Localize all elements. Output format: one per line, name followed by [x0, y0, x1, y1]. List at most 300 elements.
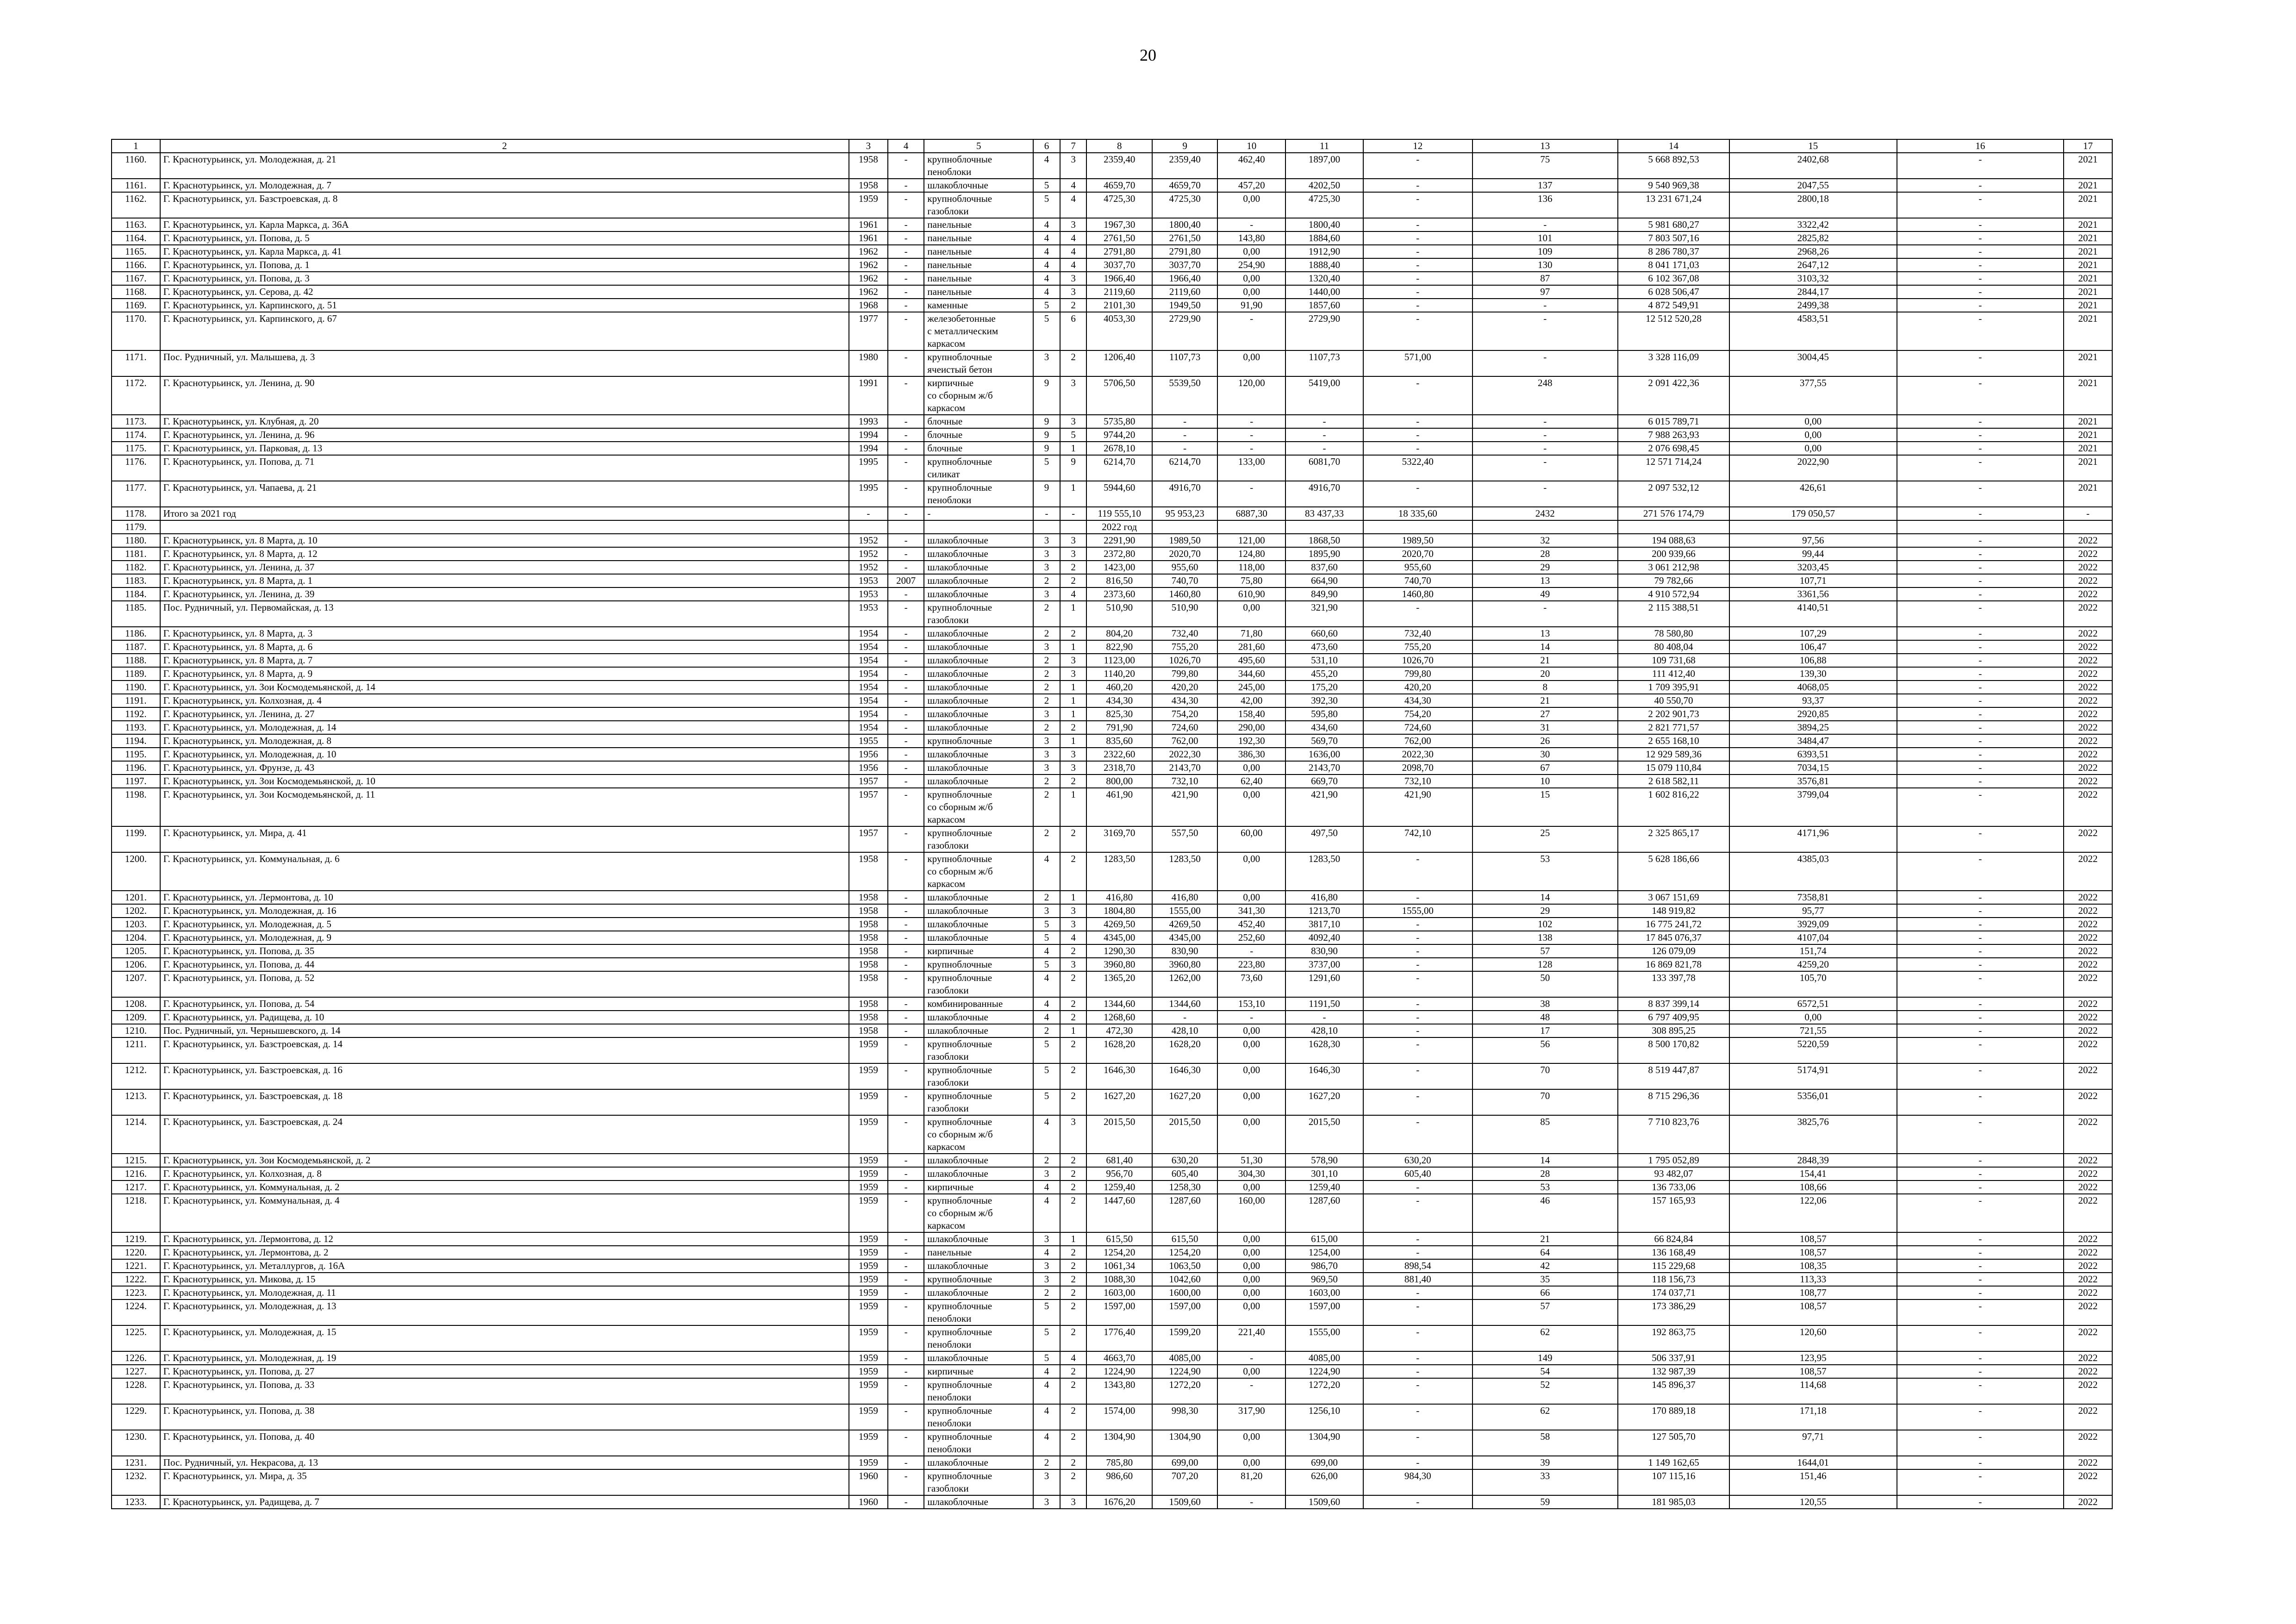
table-cell: 1959 — [849, 1378, 888, 1404]
table-cell: 2022 — [2064, 1404, 2112, 1430]
table-cell: 0,00 — [1217, 192, 1285, 218]
table-cell: - — [1472, 350, 1618, 376]
table-cell: 2 325 865,17 — [1618, 826, 1729, 852]
table-cell: 21 — [1472, 694, 1618, 707]
table-cell: 1283,50 — [1086, 852, 1152, 891]
table-cell: железобетонные с металлическим каркасом — [924, 312, 1033, 350]
table-cell: блочные — [924, 415, 1033, 428]
table-cell: - — [1363, 1115, 1472, 1154]
table-cell: 1256,10 — [1285, 1404, 1363, 1430]
table-cell: 3 — [1060, 904, 1087, 918]
table-cell: 16 869 821,78 — [1618, 958, 1729, 971]
table-cell: - — [1217, 1351, 1285, 1365]
page-number: 20 — [1140, 46, 1156, 64]
table-cell: 130 — [1472, 258, 1618, 272]
table-cell: 108,77 — [1729, 1286, 1897, 1299]
table-cell: Г. Краснотурьинск, ул. Базстроевская, д. 8 — [160, 192, 849, 218]
table-cell: 2825,82 — [1729, 231, 1897, 245]
table-cell: 7358,81 — [1729, 891, 1897, 904]
table-cell: 732,40 — [1363, 627, 1472, 640]
table-cell: 3894,25 — [1729, 721, 1897, 734]
table-cell: 0,00 — [1217, 1456, 1285, 1469]
table-cell: 1170. — [112, 312, 160, 350]
table-cell: Г. Краснотурьинск, ул. Зои Космодемьянской, д. 14 — [160, 681, 849, 694]
table-cell: 52 — [1472, 1378, 1618, 1404]
table-cell: - — [1217, 1011, 1285, 1024]
table-cell: 2021 — [2064, 428, 2112, 442]
table-cell: крупноблочные пеноблоки — [924, 1325, 1033, 1351]
table-cell: 1 — [1060, 481, 1087, 507]
table-cell: 128 — [1472, 958, 1618, 971]
table-cell: - — [1897, 574, 2064, 587]
table-cell: 426,61 — [1729, 481, 1897, 507]
table-row — [112, 1430, 2112, 1456]
table-cell: 38 — [1472, 997, 1618, 1011]
table-cell: шлакоблочные — [924, 1351, 1033, 1365]
table-cell: 3 — [1033, 350, 1060, 376]
table-cell: 1283,50 — [1152, 852, 1217, 891]
table-cell: 531,10 — [1285, 654, 1363, 667]
table-cell: - — [1363, 1286, 1472, 1299]
table-cell: 998,30 — [1152, 1404, 1217, 1430]
table-cell: - — [888, 1365, 924, 1378]
table-cell: 2119,60 — [1152, 285, 1217, 299]
table-row — [112, 1378, 2112, 1404]
table-cell: 3 — [1060, 153, 1087, 179]
table-cell: кирпичные — [924, 1181, 1033, 1194]
table-cell: шлакоблочные — [924, 640, 1033, 654]
table-cell: шлакоблочные — [924, 694, 1033, 707]
table-cell: 1169. — [112, 299, 160, 312]
table-cell: 1233. — [112, 1495, 160, 1509]
table-cell: 434,60 — [1285, 721, 1363, 734]
table-cell: - — [888, 761, 924, 775]
table-cell: - — [1897, 1089, 2064, 1115]
table-cell: 3 — [1060, 654, 1087, 667]
table-cell: 1224,90 — [1086, 1365, 1152, 1378]
table-cell: Г. Краснотурьинск, ул. Молодежная, д. 10 — [160, 748, 849, 761]
table-cell: - — [924, 507, 1033, 520]
table-cell: 724,60 — [1152, 721, 1217, 734]
table-cell: - — [1363, 231, 1472, 245]
table-cell: - — [888, 826, 924, 852]
table-cell: 9 — [1033, 442, 1060, 455]
table-cell: 3 — [1060, 667, 1087, 681]
table-cell: - — [1897, 640, 2064, 654]
column-number-cell: 6 — [1033, 139, 1060, 153]
table-cell: 5 — [1033, 958, 1060, 971]
table-cell: 681,40 — [1086, 1154, 1152, 1167]
table-cell: 1258,30 — [1152, 1181, 1217, 1194]
table-cell: 4 — [1033, 258, 1060, 272]
table-cell: 1959 — [849, 1181, 888, 1194]
table-cell: 14 — [1472, 891, 1618, 904]
table-cell: 1088,30 — [1086, 1273, 1152, 1286]
table-cell: 2022 — [2064, 601, 2112, 627]
table-cell: 5 — [1033, 1037, 1060, 1063]
table-cell: 115 229,68 — [1618, 1259, 1729, 1273]
table-cell: 2 — [1060, 1246, 1087, 1259]
table-cell: 3 — [1060, 1115, 1087, 1154]
table-cell: 1212. — [112, 1063, 160, 1089]
table-cell: 4 — [1033, 1181, 1060, 1194]
table-cell: 13 — [1472, 574, 1618, 587]
table-cell: - — [888, 775, 924, 788]
table-cell: - — [1897, 1154, 2064, 1167]
table-cell: 4725,30 — [1086, 192, 1152, 218]
table-cell: 154,41 — [1729, 1167, 1897, 1181]
table-cell: 1804,80 — [1086, 904, 1152, 918]
table-cell: 2 — [1060, 1011, 1087, 1024]
table-cell: 2021 — [2064, 442, 2112, 455]
table-cell: - — [1363, 1495, 1472, 1509]
table-cell: - — [888, 1154, 924, 1167]
table-cell: 707,20 — [1152, 1469, 1217, 1495]
table-cell: 428,10 — [1152, 1024, 1217, 1037]
table-cell: 8 286 780,37 — [1618, 245, 1729, 258]
table-cell: 4 — [1060, 192, 1087, 218]
table-cell: 1627,20 — [1086, 1089, 1152, 1115]
table-cell: 2359,40 — [1086, 153, 1152, 179]
table-cell: - — [1217, 1378, 1285, 1404]
table-cell: 1636,00 — [1285, 748, 1363, 761]
table-cell: - — [1897, 561, 2064, 574]
table-cell: 6 015 789,71 — [1618, 415, 1729, 428]
table-cell: 108,57 — [1729, 1365, 1897, 1378]
table-cell: 3103,32 — [1729, 272, 1897, 285]
column-number-cell: 17 — [2064, 139, 2112, 153]
table-cell: - — [1363, 376, 1472, 415]
table-cell: 5 981 680,27 — [1618, 218, 1729, 231]
table-cell: 1995 — [849, 455, 888, 481]
table-cell: Г. Краснотурьинск, ул. Мира, д. 35 — [160, 1469, 849, 1495]
table-cell: 21 — [1472, 1232, 1618, 1246]
table-cell: 2022 — [2064, 667, 2112, 681]
table-cell: 2021 — [2064, 179, 2112, 192]
table-cell: крупноблочные газоблоки — [924, 1063, 1033, 1089]
table-cell: 1509,60 — [1152, 1495, 1217, 1509]
table-cell: 1958 — [849, 852, 888, 891]
table-cell: 4 — [1060, 231, 1087, 245]
table-cell: 510,90 — [1086, 601, 1152, 627]
table-cell: - — [1897, 1378, 2064, 1404]
table-cell: - — [1897, 442, 2064, 455]
empty-cell — [1285, 520, 1363, 534]
table-cell: 1220. — [112, 1246, 160, 1259]
table-cell: 1959 — [849, 1365, 888, 1378]
table-cell: 4 — [1033, 1365, 1060, 1378]
table-cell: 569,70 — [1285, 734, 1363, 748]
table-cell: - — [888, 272, 924, 285]
table-row — [112, 1469, 2112, 1495]
table-cell: - — [1363, 299, 1472, 312]
table-cell: 3361,56 — [1729, 587, 1897, 601]
table-cell: 3 — [1033, 1167, 1060, 1181]
table-cell: 200 939,66 — [1618, 547, 1729, 561]
table-cell: 699,00 — [1285, 1456, 1363, 1469]
table-cell: - — [1363, 1365, 1472, 1378]
table-row — [112, 218, 2112, 231]
table-cell: 1961 — [849, 218, 888, 231]
table-cell: каменные — [924, 299, 1033, 312]
table-cell: 2 — [1033, 574, 1060, 587]
table-cell: 1994 — [849, 428, 888, 442]
table-cell: 377,55 — [1729, 376, 1897, 415]
table-cell: 1230. — [112, 1430, 160, 1456]
table-cell: - — [1897, 826, 2064, 852]
table-cell: 1954 — [849, 667, 888, 681]
table-cell: - — [888, 707, 924, 721]
table-cell: 1959 — [849, 1430, 888, 1456]
table-cell: 5944,60 — [1086, 481, 1152, 507]
table-cell: - — [888, 587, 924, 601]
table-cell: 1597,00 — [1086, 1299, 1152, 1325]
table-cell: 4171,96 — [1729, 826, 1897, 852]
table-cell: 4 — [1060, 245, 1087, 258]
table-cell: - — [1217, 428, 1285, 442]
table-cell: 5356,01 — [1729, 1089, 1897, 1115]
table-cell: 2 — [1060, 826, 1087, 852]
table-cell: Г. Краснотурьинск, ул. Попова, д. 27 — [160, 1365, 849, 1378]
table-cell: 1 — [1060, 1232, 1087, 1246]
table-cell: 1176. — [112, 455, 160, 481]
table-cell: - — [1363, 258, 1472, 272]
table-cell: 2 — [1060, 1089, 1087, 1115]
table-cell: 0,00 — [1217, 1273, 1285, 1286]
table-cell: 800,00 — [1086, 775, 1152, 788]
table-cell: 17 — [1472, 1024, 1618, 1037]
table-cell: 837,60 — [1285, 561, 1363, 574]
table-cell: 136 733,06 — [1618, 1181, 1729, 1194]
table-cell: крупноблочные пеноблоки — [924, 481, 1033, 507]
table-cell: крупноблочные газоблоки — [924, 1089, 1033, 1115]
table-cell: 0,00 — [1217, 852, 1285, 891]
table-cell: - — [1897, 694, 2064, 707]
table-cell: 1304,90 — [1285, 1430, 1363, 1456]
table-cell: 4 — [1033, 285, 1060, 299]
table-row — [112, 299, 2112, 312]
table-cell: 1961 — [849, 231, 888, 245]
table-cell: 4659,70 — [1152, 179, 1217, 192]
table-cell: 4 — [1060, 179, 1087, 192]
table-cell: - — [1363, 1232, 1472, 1246]
table-cell: 1959 — [849, 1286, 888, 1299]
table-cell: Пос. Рудничный, ул. Чернышевского, д. 14 — [160, 1024, 849, 1037]
table-cell: 93,37 — [1729, 694, 1897, 707]
table-cell: 28 — [1472, 1167, 1618, 1181]
table-cell: 3 — [1033, 534, 1060, 547]
table-cell: крупноблочные — [924, 1273, 1033, 1286]
table-cell: 1884,60 — [1285, 231, 1363, 245]
table-row — [112, 931, 2112, 944]
table-cell: 1956 — [849, 748, 888, 761]
table-cell: 2022 — [2064, 1011, 2112, 1024]
table-cell: 5322,40 — [1363, 455, 1472, 481]
table-cell: - — [1060, 507, 1087, 520]
table-cell: 1 — [1060, 694, 1087, 707]
table-cell: - — [1897, 681, 2064, 694]
table-cell: Г. Краснотурьинск, ул. Чапаева, д. 21 — [160, 481, 849, 507]
table-cell: 78 580,80 — [1618, 627, 1729, 640]
table-cell: 3 — [1060, 1495, 1087, 1509]
table-cell: 107,71 — [1729, 574, 1897, 587]
table-cell: Г. Краснотурьинск, ул. Молодежная, д. 19 — [160, 1351, 849, 1365]
table-cell: 2 — [1060, 1181, 1087, 1194]
table-cell: 53 — [1472, 852, 1618, 891]
table-cell: 139,30 — [1729, 667, 1897, 681]
table-cell: 2022 — [2064, 1194, 2112, 1232]
table-row — [112, 748, 2112, 761]
table-cell: Г. Краснотурьинск, ул. Коммунальная, д. 2 — [160, 1181, 849, 1194]
table-cell: 1897,00 — [1285, 153, 1363, 179]
table-cell: 4 — [1033, 153, 1060, 179]
table-cell: Г. Краснотурьинск, ул. Молодежная, д. 7 — [160, 179, 849, 192]
table-cell: 1221. — [112, 1259, 160, 1273]
table-cell: - — [888, 681, 924, 694]
table-cell: 472,30 — [1086, 1024, 1152, 1037]
table-cell: 0,00 — [1729, 1011, 1897, 1024]
table-cell: Г. Краснотурьинск, ул. Микова, д. 15 — [160, 1273, 849, 1286]
table-cell: 455,20 — [1285, 667, 1363, 681]
table-cell: крупноблочные пеноблоки — [924, 1299, 1033, 1325]
table-cell: Г. Краснотурьинск, ул. Молодежная, д. 16 — [160, 904, 849, 918]
table-cell: - — [888, 1469, 924, 1495]
table-cell: 290,00 — [1217, 721, 1285, 734]
table-cell: 5 — [1060, 428, 1087, 442]
table-cell: 825,30 — [1086, 707, 1152, 721]
table-cell: 2022 — [2064, 1167, 2112, 1181]
table-cell: 8 519 447,87 — [1618, 1063, 1729, 1089]
table-cell: 4725,30 — [1152, 192, 1217, 218]
table-cell: 416,80 — [1152, 891, 1217, 904]
empty-cell — [1152, 520, 1217, 534]
table-cell: Итого за 2021 год — [160, 507, 849, 520]
table-cell: 1953 — [849, 601, 888, 627]
table-cell: - — [1897, 481, 2064, 507]
table-cell: 2022 — [2064, 944, 2112, 958]
table-cell: - — [1363, 997, 1472, 1011]
table-cell: - — [1363, 944, 1472, 958]
table-cell: 1164. — [112, 231, 160, 245]
table-cell: 0,00 — [1217, 761, 1285, 775]
column-number-cell: 13 — [1472, 139, 1618, 153]
table-row — [112, 1194, 2112, 1232]
table-cell: 2 — [1060, 944, 1087, 958]
table-cell: 1600,00 — [1152, 1286, 1217, 1299]
table-cell: 12 512 520,28 — [1618, 312, 1729, 350]
table-cell: 615,00 — [1285, 1232, 1363, 1246]
table-cell: 4 — [1033, 944, 1060, 958]
table-cell: 721,55 — [1729, 1024, 1897, 1037]
table-cell: - — [888, 258, 924, 272]
table-cell: 2022 — [2064, 958, 2112, 971]
table-cell: 506 337,91 — [1618, 1351, 1729, 1365]
table-cell: 2021 — [2064, 258, 2112, 272]
table-cell: - — [1363, 931, 1472, 944]
table-cell: 1958 — [849, 153, 888, 179]
table-cell: 4 — [1033, 272, 1060, 285]
table-cell: 2022 — [2064, 788, 2112, 826]
table-cell: 1555,00 — [1285, 1325, 1363, 1351]
table-cell: шлакоблочные — [924, 1167, 1033, 1181]
table-cell: - — [888, 507, 924, 520]
table-cell: 2022 — [2064, 1024, 2112, 1037]
table-cell: Г. Краснотурьинск, ул. Молодежная, д. 9 — [160, 931, 849, 944]
table-cell: 27 — [1472, 707, 1618, 721]
table-row — [112, 1325, 2112, 1351]
table-cell: 2 — [1033, 681, 1060, 694]
table-cell: 6572,51 — [1729, 997, 1897, 1011]
table-cell: - — [1363, 958, 1472, 971]
table-cell: - — [1897, 350, 2064, 376]
table-cell: 0,00 — [1217, 1115, 1285, 1154]
table-cell: - — [888, 904, 924, 918]
table-cell: 1952 — [849, 547, 888, 561]
table-cell: 1344,60 — [1152, 997, 1217, 1011]
table-cell: - — [888, 788, 924, 826]
table-cell: Г. Краснотурьинск, ул. Базстроевская, д. 16 — [160, 1063, 849, 1089]
table-cell: 59 — [1472, 1495, 1618, 1509]
table-cell: 4 — [1060, 258, 1087, 272]
table-cell: 4085,00 — [1152, 1351, 1217, 1365]
table-row — [112, 285, 2112, 299]
table-cell: 1219. — [112, 1232, 160, 1246]
table-cell: 669,70 — [1285, 775, 1363, 788]
table-cell: шлакоблочные — [924, 1286, 1033, 1299]
table-cell: 595,80 — [1285, 707, 1363, 721]
table-cell: 91,90 — [1217, 299, 1285, 312]
table-cell: блочные — [924, 442, 1033, 455]
table-cell: - — [1285, 442, 1363, 455]
table-cell: 822,90 — [1086, 640, 1152, 654]
table-cell: шлакоблочные — [924, 1011, 1033, 1024]
table-cell: 2920,85 — [1729, 707, 1897, 721]
table-cell: 102 — [1472, 918, 1618, 931]
table-cell: 2372,80 — [1086, 547, 1152, 561]
table-cell: шлакоблочные — [924, 891, 1033, 904]
table-cell: 1977 — [849, 312, 888, 350]
table-cell: 1800,40 — [1285, 218, 1363, 231]
table-cell: 15 — [1472, 788, 1618, 826]
table-cell: 2791,80 — [1086, 245, 1152, 258]
table-cell: 143,80 — [1217, 231, 1285, 245]
table-cell: 1959 — [849, 1299, 888, 1325]
table-cell: - — [888, 547, 924, 561]
table-cell: 2 — [1060, 1167, 1087, 1181]
table-cell: 2022 — [2064, 561, 2112, 574]
table-cell: 2022 — [2064, 681, 2112, 694]
table-cell: 1168. — [112, 285, 160, 299]
table-cell: Г. Краснотурьинск, ул. Радищева, д. 10 — [160, 1011, 849, 1024]
table-cell: 755,20 — [1152, 640, 1217, 654]
table-cell: 1189. — [112, 667, 160, 681]
table-cell: - — [1363, 891, 1472, 904]
table-cell: крупноблочные газоблоки — [924, 601, 1033, 627]
table-cell: - — [1363, 415, 1472, 428]
table-cell: - — [888, 1273, 924, 1286]
table-row — [112, 997, 2112, 1011]
table-cell: 2022 — [2064, 775, 2112, 788]
table-cell: 1995 — [849, 481, 888, 507]
table-cell: 2359,40 — [1152, 153, 1217, 179]
table-cell: 1272,20 — [1285, 1378, 1363, 1404]
table-cell: 2729,90 — [1285, 312, 1363, 350]
table-cell: 151,46 — [1729, 1469, 1897, 1495]
table-cell: - — [1897, 1456, 2064, 1469]
table-cell: 252,60 — [1217, 931, 1285, 944]
table-row — [112, 1299, 2112, 1325]
table-cell: 3004,45 — [1729, 350, 1897, 376]
